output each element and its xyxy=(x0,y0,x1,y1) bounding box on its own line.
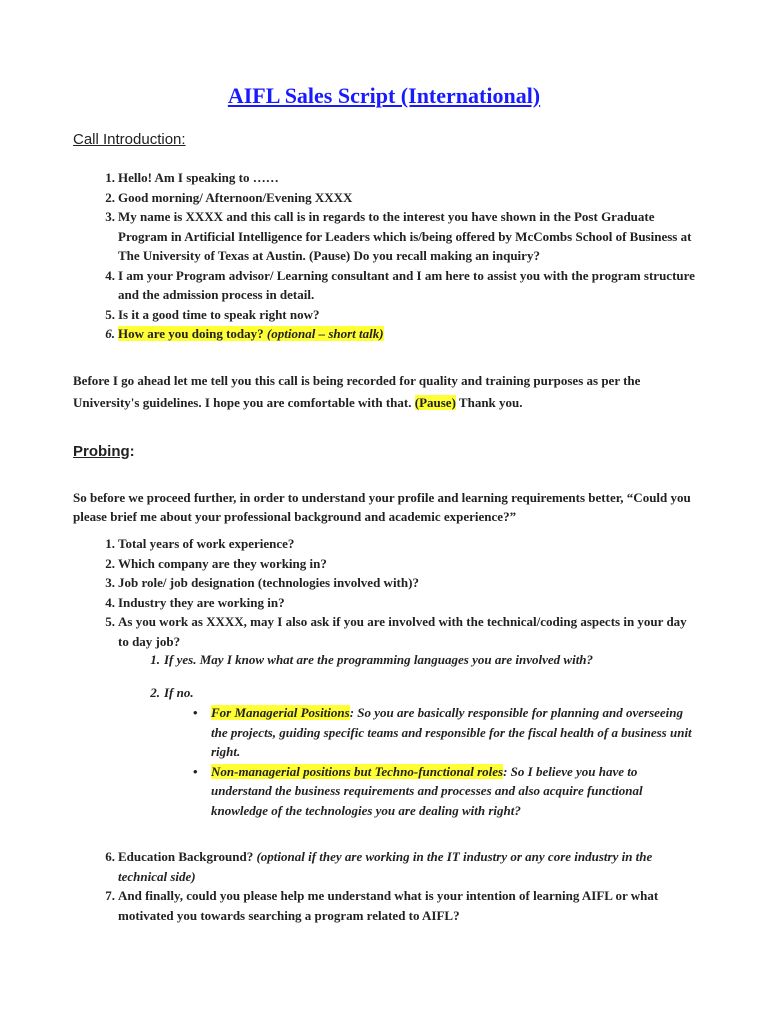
list-item: 6. How are you doing today? (optional – short talk) xyxy=(105,326,384,341)
list-item-text: And finally, could you please help me understand what is your intention of learning AIFL or what motivated you towards searching a program related to AIFL? xyxy=(118,888,659,923)
bullet-icon: • xyxy=(193,763,198,779)
probing-list-continued xyxy=(73,847,695,925)
list-item-text: Industry they are working in? xyxy=(118,594,285,610)
highlighted-text: Non-managerial positions but Techno-functional roles xyxy=(211,763,504,779)
list-item: 5. As you work as XXXX, may I also ask if you are involved with the technical/coding aspects in your day to day job? xyxy=(105,614,687,649)
highlighted-text: For Managerial Positions xyxy=(211,705,350,720)
probing-heading: Probing: xyxy=(73,443,135,460)
sub-item-if-no: 2. If no. xyxy=(150,685,194,700)
list-item-text: As you work as XXXX, may I also ask if you are involved with the technical/coding aspects in your day to day job? xyxy=(118,614,687,649)
list-item: 3. Job role/ job designation (technologies involved with)? xyxy=(105,575,419,590)
probing-question: So before we proceed further, in order to understand your profile and learning requirements better, “Could you please brief me about your professional background and academic experience?” xyxy=(73,490,691,524)
list-item: 6. Education Background? (optional if they are working in the IT industry or any core industry in the technical side) xyxy=(105,849,653,884)
list-item: 3. My name is XXXX and this call is in regards to the interest you have shown in the Post Graduate Program in Artificial Intelligence for Leaders which is/being offered by McCombs School of Business at The University of Texas at Austin. (Pause) Do you recall making an inquiry? xyxy=(105,209,692,263)
bullet-item: • Non-managerial positions but Techno-functional roles: So I believe you have to understand the business requirements and processes and also acquire functional knowledge of the technologies you are dealing with right? xyxy=(193,763,643,818)
list-item: 5. Is it a good time to speak right now? xyxy=(105,306,320,322)
list-item: 7. And finally, could you please help me understand what is your intention of learning AIFL or what motivated you towards searching a program related to AIFL? xyxy=(105,888,659,923)
call-introduction-heading xyxy=(73,131,186,148)
position-bullets xyxy=(193,703,696,820)
list-item-text: Which company are they working in? xyxy=(118,555,327,571)
probing-list xyxy=(73,534,695,651)
list-item: 1. Hello! Am I speaking to …… xyxy=(105,170,279,185)
list-item-text: Education Background? xyxy=(118,849,254,864)
list-item-text: I am your Program advisor/ Learning consultant and I am here to assist you with the program structure and the admission process in detail. xyxy=(118,267,695,302)
list-item-text: My name is XXXX and this call is in regards to the interest you have shown in the Post Graduate Program in Artificial Intelligence for Leaders which is/being offered by McCombs School of Business at The University of Texas at Austin. (Pause) Do you recall making an inquiry? xyxy=(118,209,692,263)
list-item-text: Job role/ job designation (technologies involved with)? xyxy=(118,575,419,590)
introduction-list xyxy=(73,168,695,344)
optional-note: (optional if they are working in the IT industry or any core industry in the technical side) xyxy=(118,849,653,884)
call-introduction-heading-text: Call Introduction: xyxy=(73,131,186,148)
list-item-text: Good morning/ Afternoon/Evening XXXX xyxy=(118,189,353,205)
pause-highlight: (Pause) xyxy=(414,395,456,410)
sub-item-if-yes: 1. If yes. May I know what are the programming languages you are involved with? xyxy=(150,652,594,667)
document-title: AIFL Sales Script (International) xyxy=(227,83,541,108)
optional-note: (optional – short talk) xyxy=(266,326,384,341)
recording-notice: Before I go ahead let me tell you this call is being recorded for quality and training purposes as per the University's guidelines. I hope you are comfortable with that. (Pause) Thank you. xyxy=(73,373,641,410)
list-item: 4. I am your Program advisor/ Learning consultant and I am here to assist you with the program structure and the admission process in detail. xyxy=(105,267,695,302)
list-item-text: Total years of work experience? xyxy=(118,536,295,551)
list-item: 4. Industry they are working in? xyxy=(105,594,285,610)
list-item-text: Hello! Am I speaking to …… xyxy=(118,170,279,185)
list-item: 1. Total years of work experience? xyxy=(105,536,295,551)
probing-heading-text: Probing xyxy=(73,443,130,460)
bullet-icon: • xyxy=(193,705,198,720)
list-item: 2. Good morning/ Afternoon/Evening XXXX xyxy=(105,189,353,205)
highlighted-text: How are you doing today? (optional – short talk) xyxy=(118,326,384,341)
list-item: 2. Which company are they working in? xyxy=(105,555,327,571)
list-item-text: Is it a good time to speak right now? xyxy=(118,306,320,322)
bullet-item: • For Managerial Positions: So you are basically responsible for planning and overseeing the projects, guiding specific teams and responsible for the fiscal health of a business unit right. xyxy=(193,705,692,759)
